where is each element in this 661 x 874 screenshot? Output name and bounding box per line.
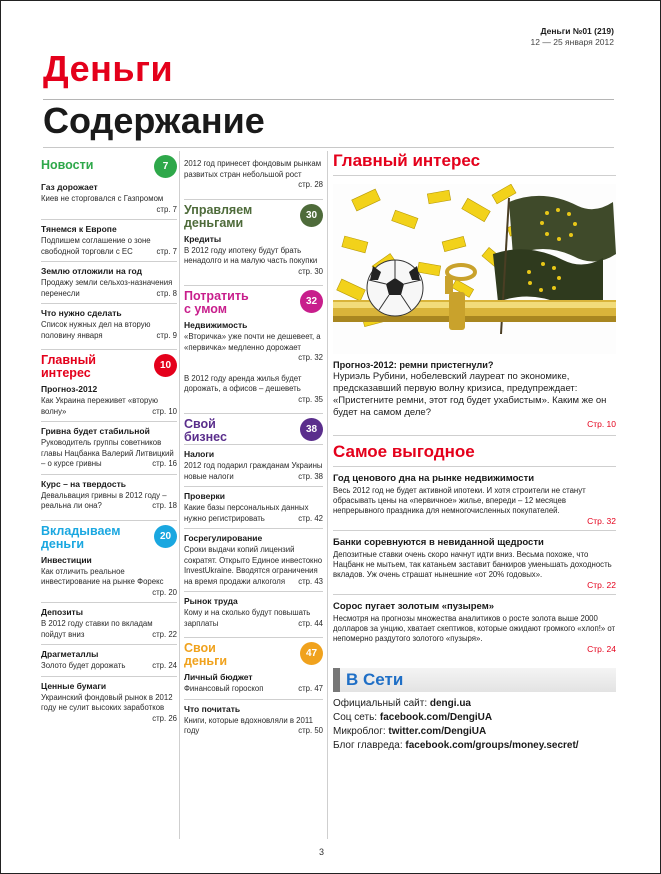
- entry-page: стр. 24: [152, 661, 177, 670]
- entry-title: Тянемся к Европе: [41, 224, 117, 234]
- page-title: Содержание: [43, 100, 265, 141]
- link-social[interactable]: [333, 711, 616, 724]
- issue-number: Деньги №01 (219): [540, 26, 614, 36]
- entry-desc-text: «Вторичка» уже почти не дешевеет, а «первичка» медленно дорожает: [184, 332, 321, 352]
- section-title-line: Вкладываем: [41, 523, 121, 538]
- toc-entry[interactable]: [184, 486, 323, 528]
- entry-page: стр. 30: [298, 266, 323, 276]
- section-title-line: Управляем: [184, 202, 253, 217]
- toc-column-2: [184, 151, 323, 741]
- entry-desc-text: Какие базы персональных данных нужно регистрировать: [184, 503, 309, 523]
- hero-illustration-svg: [333, 184, 616, 354]
- section-title-line: Главный: [41, 353, 96, 367]
- issue-info: [531, 26, 614, 48]
- toc-entry[interactable]: [41, 421, 177, 474]
- toc-entry[interactable]: [41, 178, 177, 219]
- entry-desc: [41, 320, 177, 341]
- divider: [333, 435, 616, 436]
- entry-desc: [184, 608, 323, 629]
- section-title-line: деньгами: [184, 215, 244, 230]
- entry-title: Ценные бумаги: [41, 680, 107, 691]
- article-page: Стр. 32: [587, 516, 616, 526]
- entry-desc-text: Украинский фондовый рынок в 2012 году не сулит высоких заработков: [41, 692, 173, 712]
- section-own-business[interactable]: [184, 413, 323, 444]
- entry-desc: [184, 684, 323, 695]
- entry-desc-text: Как отличить реальное инвестирование на рынке Форекс: [41, 566, 164, 586]
- article-title: Банки соревнуются в невиданной щедрости: [333, 537, 544, 548]
- entry-page: стр. 9: [156, 330, 177, 340]
- entry-page: стр. 50: [298, 726, 323, 735]
- divider: [43, 147, 614, 148]
- entry-desc-text: Подпишем соглашение о зоне свободной торговли с ЕС: [41, 236, 151, 256]
- toc-entry[interactable]: [41, 303, 177, 345]
- featured-article[interactable]: [333, 466, 616, 526]
- toc-entry[interactable]: [41, 644, 177, 676]
- section-manage-money[interactable]: [184, 199, 323, 230]
- entry-desc: [41, 438, 177, 470]
- featured-article[interactable]: [333, 594, 616, 654]
- featured-heading: Самое выгодное: [333, 442, 475, 461]
- entry-page: стр. 7: [156, 204, 177, 214]
- page-badge: 38: [300, 418, 323, 441]
- featured-article[interactable]: [333, 530, 616, 590]
- entry-desc: [184, 159, 323, 191]
- link-value: facebook.com/DengiUA: [379, 712, 493, 723]
- entry-desc: [184, 374, 323, 406]
- entry-desc: [41, 194, 177, 215]
- entry-desc-text: В 2012 году ипотеку будут брать ненадолго и на малую часть покупки: [184, 245, 318, 265]
- entry-title: Что нужно сделать: [41, 308, 122, 318]
- issue-date: 12 — 25 января 2012: [530, 37, 614, 47]
- divider: [333, 175, 616, 176]
- link-value: facebook.com/groups/money.secret/: [405, 740, 579, 751]
- featured-heading: Главный интерес: [333, 151, 481, 170]
- article-page: Стр. 22: [587, 580, 616, 590]
- toc-entry[interactable]: [41, 474, 177, 516]
- section-spend-wisely[interactable]: [184, 285, 323, 316]
- entry-title: Инвестиции: [41, 554, 92, 565]
- hero-article-page: Стр. 10: [587, 419, 616, 429]
- link-value: dengi.ua: [429, 698, 471, 709]
- entry-page: стр. 35: [298, 394, 323, 404]
- page-number: 3: [319, 847, 325, 857]
- article-desc: Депозитные ставки очень скоро начнут идти вниз. Весьма похоже, что Нацбанк не мытьем, так катаньем заставит банкиров уменьшать доходность вкладов. Уж очень страшат нынешние «от 20% годовых».: [333, 550, 612, 579]
- entry-desc-text: Девальвация гривны в 2012 году – реальна ли она?: [41, 490, 167, 510]
- entry-desc-text: Золото будет дорожать: [41, 661, 126, 670]
- section-title-line: Потратить: [184, 289, 249, 303]
- page-badge: 7: [154, 155, 177, 178]
- section-title: [184, 290, 249, 316]
- toc-entry[interactable]: [184, 699, 323, 741]
- link-label: Соц сеть:: [333, 712, 380, 723]
- section-title: [184, 204, 252, 230]
- entry-page: стр. 42: [298, 513, 323, 523]
- link-label: Блог главреда:: [333, 740, 406, 751]
- toc-entry[interactable]: [41, 551, 177, 603]
- entry-desc: [184, 545, 323, 587]
- toc-entry[interactable]: [41, 602, 177, 644]
- entry-page: стр. 10: [152, 406, 177, 416]
- hero-article-text: Нуриэль Рубини, нобелевский лауреат по экономике, предсказавший первую волну кризиса, предупреждает: «Пристегните ремни, этот год будет ухабистым». Каким же он будет на самом деле?: [333, 371, 607, 418]
- entry-desc-text: Список нужных дел на вторую половину января: [41, 320, 151, 340]
- link-official-site[interactable]: [333, 697, 616, 710]
- section-title-line: Свой: [184, 417, 216, 431]
- section-title: [184, 642, 227, 668]
- entry-title: Рынок труда: [184, 596, 238, 606]
- toc-column-1: [41, 151, 177, 728]
- entry-desc-text: Руководитель группы советников главы Нацбанка Валерий Литвицкий – о курсе гривны: [41, 438, 174, 468]
- featured-column: [333, 151, 616, 752]
- entry-desc: [184, 503, 323, 524]
- section-title-line: деньги: [184, 654, 228, 668]
- entry-desc-text: В 2012 году ставки по вкладам пойдут вниз: [41, 619, 153, 639]
- column-divider: [179, 151, 180, 839]
- entry-title: Депозиты: [41, 607, 83, 617]
- toc-entry[interactable]: [184, 151, 323, 195]
- entry-title: Курс – на твердость: [41, 478, 126, 489]
- toc-entry[interactable]: [184, 230, 323, 282]
- entry-desc: [41, 491, 177, 512]
- toc-entry[interactable]: [184, 591, 323, 633]
- entry-title: Драгметаллы: [41, 649, 99, 659]
- entry-title: Гривна будет стабильной: [41, 426, 150, 436]
- entry-desc-text: 2012 год принесет фондовым рынкам развитых стран небольшой рост: [184, 159, 322, 179]
- section-own-money[interactable]: [184, 637, 323, 668]
- toc-entry[interactable]: [184, 444, 323, 486]
- entry-page: стр. 7: [156, 246, 177, 256]
- entry-title: Недвижимость: [184, 320, 248, 330]
- toc-entry[interactable]: [184, 528, 323, 591]
- toc-entry[interactable]: [184, 368, 323, 410]
- section-main-interest[interactable]: [41, 349, 177, 380]
- link-editor-blog[interactable]: [333, 739, 616, 752]
- entry-desc-text: Как Украина переживет «вторую волну»: [41, 396, 159, 416]
- section-title: [41, 525, 120, 551]
- entry-page: стр. 22: [152, 629, 177, 639]
- toc-entry[interactable]: [41, 380, 177, 421]
- toc-entry[interactable]: [41, 676, 177, 729]
- entry-page: стр. 28: [298, 180, 323, 189]
- entry-title: Госрегулирование: [184, 533, 263, 543]
- section-title: [184, 418, 227, 444]
- entry-desc: [41, 693, 177, 725]
- toc-entry[interactable]: [184, 316, 323, 368]
- entry-desc: [41, 567, 177, 599]
- page-badge: 20: [154, 525, 177, 548]
- entry-desc: [41, 278, 177, 299]
- magazine-logo: Деньги: [43, 48, 174, 89]
- entry-page: стр. 8: [156, 288, 177, 298]
- entry-desc-text: В 2012 году аренда жилья будет дорожать, а офисов – дешеветь: [184, 373, 302, 393]
- section-news[interactable]: [41, 151, 177, 178]
- entry-desc: [41, 396, 177, 417]
- entry-desc-text: Сроки выдачи копий лицензий сократят. Открыто Единое инвестокно InvestUkraine. Вводятся ограничения на время продажи алкоголя: [184, 545, 323, 586]
- entry-page: стр. 43: [298, 576, 323, 586]
- entry-desc: [184, 246, 323, 278]
- entry-page: стр. 44: [298, 618, 323, 628]
- entry-page: стр. 18: [152, 501, 177, 510]
- entry-title: Прогноз-2012: [41, 384, 98, 394]
- entry-page: стр. 47: [298, 684, 323, 693]
- online-heading: В Сети: [333, 668, 616, 692]
- toc-entry[interactable]: [41, 219, 177, 261]
- section-title-line: бизнес: [184, 430, 227, 444]
- entry-desc: [41, 619, 177, 640]
- page-badge: 30: [300, 204, 323, 227]
- link-label: Микроблог:: [333, 726, 389, 737]
- entry-page: стр. 32: [298, 353, 323, 362]
- entry-title: Газ дорожает: [41, 182, 98, 192]
- entry-desc-text: Книги, которые вдохновляли в 2011 году: [184, 715, 313, 735]
- entry-page: стр. 38: [298, 471, 323, 481]
- hero-article-title[interactable]: Прогноз-2012: ремни пристегнули?: [333, 360, 494, 370]
- entry-page: стр. 26: [152, 713, 177, 723]
- article-page: Стр. 24: [587, 644, 616, 654]
- article-desc: Несмотря на прогнозы множества аналитиков о росте золота выше 2000 долларов за унцию, хватает скептиков, которые ожидают громкого «хлоп!» от непомерно раздутого золотого «пузыря».: [333, 614, 616, 643]
- section-title-line: с умом: [184, 302, 228, 316]
- hero-illustration: [333, 184, 616, 354]
- entry-title: Землю отложили на год: [41, 266, 143, 276]
- column-divider: [327, 151, 328, 839]
- article-title: Сорос пугает золотым «пузырем»: [333, 601, 495, 612]
- section-title-line: Свои: [184, 641, 216, 655]
- entry-title: Кредиты: [184, 233, 222, 244]
- entry-desc: [184, 332, 323, 364]
- entry-desc: [41, 661, 177, 672]
- page-badge: 32: [300, 290, 323, 313]
- page-badge: 10: [154, 354, 177, 377]
- section-title-line: деньги: [41, 536, 85, 551]
- section-title-line: интерес: [41, 366, 91, 380]
- link-microblog[interactable]: [333, 725, 616, 738]
- toc-entry[interactable]: [184, 668, 323, 699]
- entry-desc: [184, 716, 323, 737]
- entry-desc-text: Финансовый гороскоп: [184, 684, 264, 693]
- entry-title: Проверки: [184, 491, 226, 501]
- section-title: [41, 354, 96, 380]
- entry-desc-text: 2012 год подарил гражданам Украины новые налоги: [184, 461, 323, 481]
- article-desc: Весь 2012 год не будет активной ипотеки. И хотя строители не станут обрасывать цены на «первичное» жилье, впереди – 12 месяцев непрерывного праздника для немногочисленных покупателей.: [333, 486, 586, 515]
- section-title: Новости: [41, 158, 94, 172]
- entry-desc-text: Продажу земли сельхоз-назначения перенесли: [41, 278, 173, 298]
- entry-desc-text: Кому и на сколько будут повышать зарплаты: [184, 608, 311, 628]
- entry-page: стр. 16: [152, 459, 177, 468]
- entry-title: Налоги: [184, 449, 215, 459]
- entry-desc: [41, 236, 177, 257]
- entry-page: стр. 20: [152, 587, 177, 597]
- online-links-box: [333, 668, 616, 752]
- entry-title: Личный бюджет: [184, 672, 253, 682]
- entry-title: Что почитать: [184, 703, 241, 714]
- page-badge: 47: [300, 642, 323, 665]
- link-label: Официальный сайт:: [333, 698, 430, 709]
- entry-desc: [184, 461, 323, 482]
- link-value: twitter.com/DengiUA: [388, 726, 487, 737]
- article-title: Год ценового дна на рынке недвижимости: [333, 473, 535, 484]
- section-invest[interactable]: [41, 520, 177, 551]
- toc-entry[interactable]: [41, 261, 177, 303]
- entry-desc-text: Киев не сторговался с Газпромом: [41, 194, 164, 203]
